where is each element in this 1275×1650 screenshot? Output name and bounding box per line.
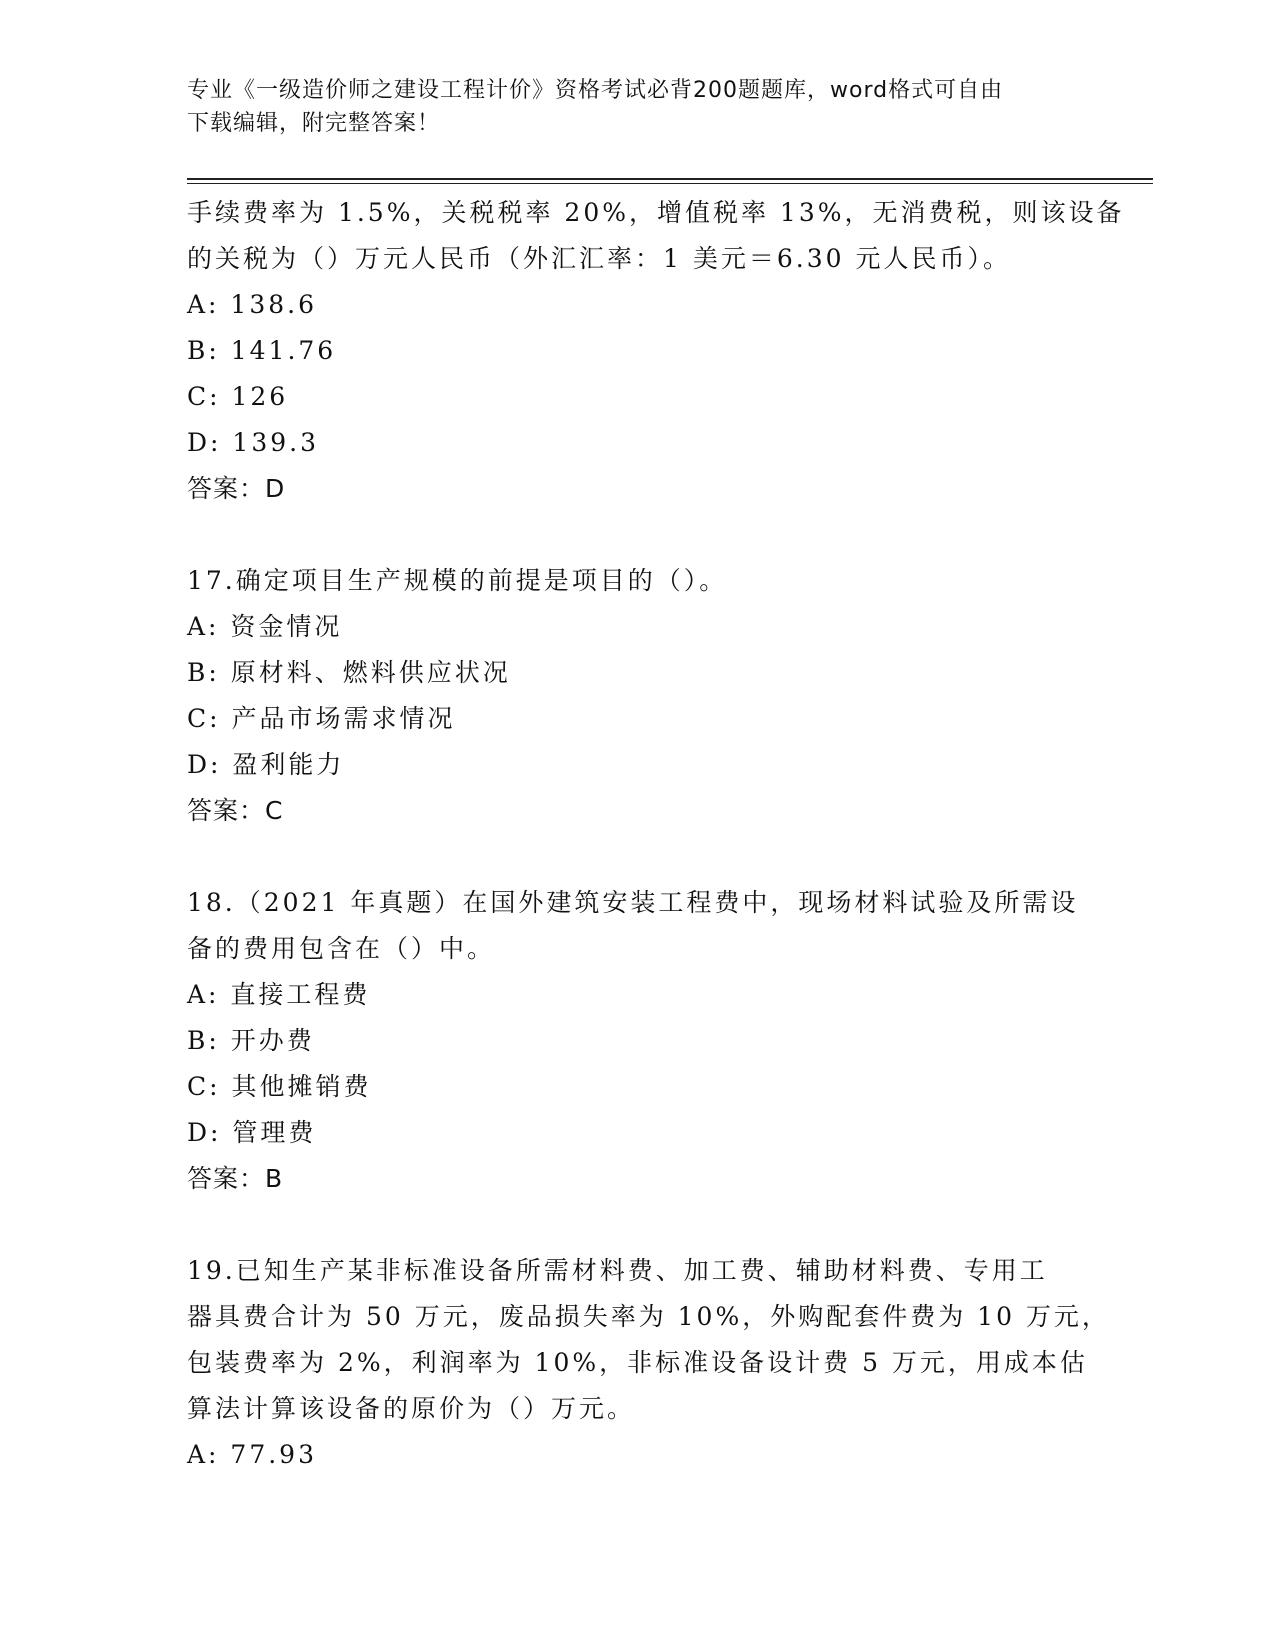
option-c: C: 其他摊销费: [187, 1072, 372, 1101]
answer: 答案：D: [187, 474, 286, 503]
question-18: [187, 880, 1087, 1202]
question-19: [187, 1248, 1110, 1478]
option-b: B: 141.76: [187, 336, 337, 365]
header-divider-thick: [187, 178, 1153, 180]
header-divider-thin: [187, 183, 1153, 184]
question-text: 器具费合计为 50 万元，废品损失率为 10%，外购配套件费为 10 万元，: [187, 1302, 1110, 1331]
question-text: 手续费率为 1.5%，关税税率 20%，增值税率 13%，无消费税，则该设备: [187, 198, 1125, 227]
question-17: [187, 558, 1087, 834]
option-a: A: 直接工程费: [187, 980, 371, 1009]
option-a: A: 138.6: [187, 290, 317, 319]
option-d: D: 139.3: [187, 428, 319, 457]
option-c: C: 126: [187, 382, 289, 411]
option-a: A: 77.93: [187, 1440, 317, 1469]
option-b: B: 开办费: [187, 1026, 315, 1055]
option-a: A: 资金情况: [187, 612, 343, 641]
option-c: C: 产品市场需求情况: [187, 704, 456, 733]
header-line-2: 下载编辑，附完整答案！: [187, 111, 441, 136]
question-16: [187, 190, 1125, 512]
option-b: B: 原材料、燃料供应状况: [187, 658, 511, 687]
spacer: [187, 834, 1087, 880]
header-line-1: 专业《一级造价师之建设工程计价》资格考试必背200题题库，word格式可自由: [187, 78, 1004, 103]
answer: 答案：C: [187, 796, 284, 825]
question-list: [187, 190, 1125, 1478]
answer: 答案：B: [187, 1164, 284, 1193]
spacer: [187, 512, 1087, 558]
question-text: 备的费用包含在（）中。: [187, 934, 496, 963]
question-text: 19.已知生产某非标准设备所需材料费、加工费、辅助材料费、专用工: [187, 1256, 1048, 1285]
question-text: 17.确定项目生产规模的前提是项目的（）。: [187, 566, 728, 595]
option-d: D: 盈利能力: [187, 750, 345, 779]
question-text: 包装费率为 2%，利润率为 10%，非标准设备设计费 5 万元，用成本估: [187, 1348, 1088, 1377]
question-text: 18.（2021 年真题）在国外建筑安装工程费中，现场材料试验及所需设: [187, 888, 1079, 917]
question-text: 的关税为（）万元人民币（外汇汇率：1 美元＝6.30 元人民币）。: [187, 244, 1011, 273]
document-header: [187, 74, 1067, 140]
spacer: [187, 1202, 1087, 1248]
option-d: D: 管理费: [187, 1118, 317, 1147]
question-text: 算法计算该设备的原价为（）万元。: [187, 1394, 636, 1423]
